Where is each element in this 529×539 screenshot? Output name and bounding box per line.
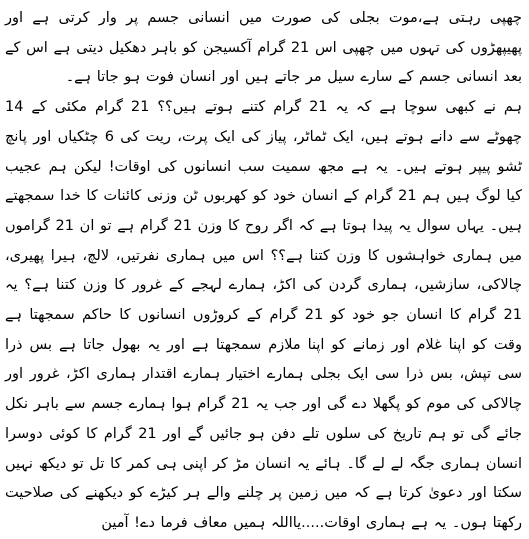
paragraph-1: چھپی رہتی ہے،موت بجلی کی صورت میں انسانی جسم پر وار کرتی ہے اور پھیپھڑوں کی تہوں میں چھپی اس 21 گرام آکسیجن کو باہر دھکیل دیتی ہے اس کے بعد انسانی جسم کے سارے سیل مر جاتے ہیں اور انسان فوت ہو جاتا ہے۔: [5, 10, 522, 86]
paragraph-2: ہم نے کبھی سوچا ہے کہ یہ 21 گرام کتنے ہوتے ہیں؟؟ 21 گرام مکئی کے 14 چھوٹے سے دانے ہوتے ہیں، ایک ٹماٹر، پیاز کی ایک پرت، ریت کی 6 چٹکیاں اور پانچ ٹشو پیپر ہوتے ہیں۔ یہ ہے مجھ سمیت سب انسانوں کی اوقات! لیکن ہم عجیب کیا لوگ ہیں ہم 21 گرام کے انسان خود کو کھربوں ٹن وزنی کائنات کا خدا سمجھتے ہیں۔ یہاں سوال یہ پیدا ہوتا ہے کہ اگر روح کا وزن 21 گرام ہے تو ان 21 گراموں میں ہماری خواہشوں کا وزن کتنا ہے؟؟ اس میں ہماری نفرتیں، لالچ، ہیرا پھیری، چالاکی، سازشیں، ہماری گردن کی اکڑ، ہمارے لہجے کے غرور کا وزن کتنا ہے؟ یہ 21 گرام کا انسان جو خود کو 21 گرام کے کروڑوں انسانوں کا حاکم سمجھتا ہے وقت کو اپنا غلام اور زمانے کو اپنا ملازم سمجھتا ہے اور یہ بھول جاتا ہے بس ذرا سی تپش، بس ذرا سی ایک بجلی ہمارے اختیار ہمارے اقتدار ہماری اکڑ، غرور اور چالاکی کی موم کو پگھلا دے گی اور جب یہ 21 گرام ہوا ہمارے جسم سے باہر نکل جائے گی تو ہم تاریخ کی سلوں تلے دفن ہو جائیں گے اور 21 گرام کا کوئی دوسرا انسان ہماری جگہ لے لے گا۔ ہائے یہ انسان مڑ کر اپنی ہی کمر کا تل تو دیکھ نہیں سکتا اور دعویٰ کرتا ہے کہ میں زمین پر چلنے والے ہر کیڑے کو دیکھنے کی صلاحیت رکھتا ہوں۔ یہ ہے ہماری اوقات.....یااللہ ہمیں معاف فرما دے! آمین: [5, 99, 523, 531]
urdu-text-block: [5, 4, 522, 539]
